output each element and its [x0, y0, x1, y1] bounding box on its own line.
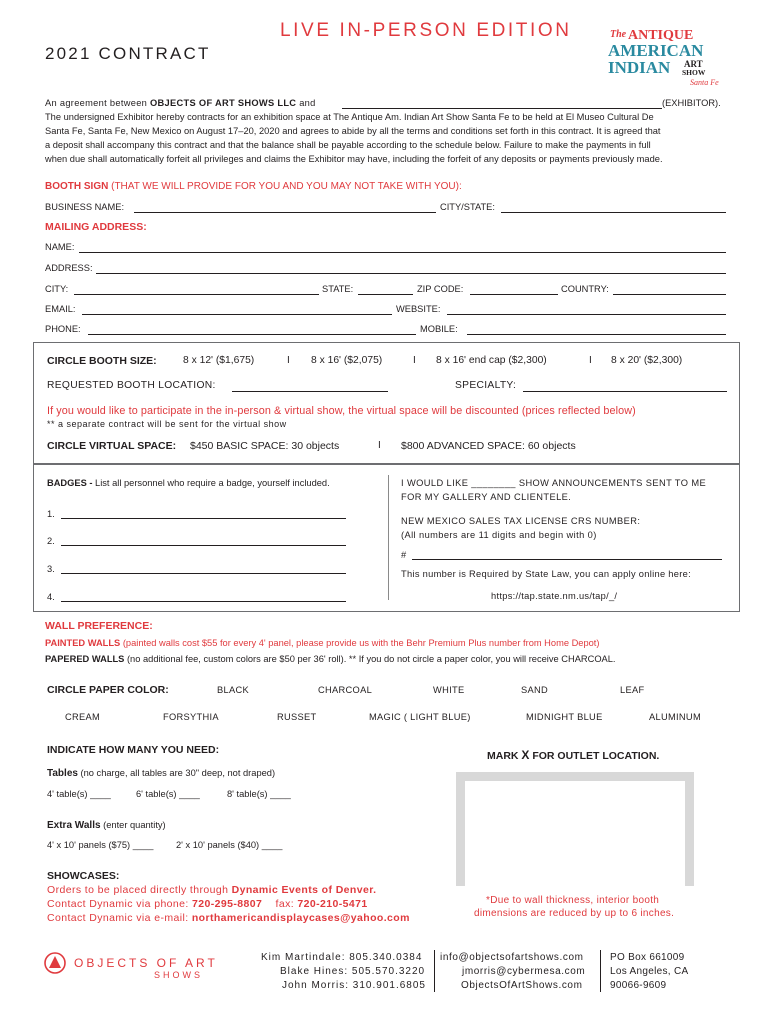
tax-license-title: NEW MEXICO SALES TAX LICENSE CRS NUMBER:	[401, 516, 641, 526]
intro-text: An agreement between	[45, 98, 151, 108]
logo-american: AMERICAN	[608, 41, 704, 60]
outlet-note-2: dimensions are reduced by up to 6 inches.	[474, 908, 675, 919]
address-label: ADDRESS:	[45, 263, 93, 273]
badge-number-4: 4.	[47, 592, 55, 602]
phone-field[interactable]	[88, 334, 416, 335]
virtual-separate-note: ** a separate contract will be sent for the virtual show	[47, 419, 287, 429]
paper-color-cream[interactable]: CREAM	[65, 712, 101, 722]
requested-location-field[interactable]	[232, 391, 388, 392]
city-field[interactable]	[74, 294, 319, 295]
country-field[interactable]	[613, 294, 726, 295]
booth-separator: I	[589, 355, 592, 366]
booth-sign-note: (THAT WE WILL PROVIDE FOR YOU AND YOU MAY NOT TAKE WITH YOU):	[108, 181, 462, 192]
address-po-box: PO Box 661009	[610, 952, 685, 963]
intro-company: OBJECTS OF ART SHOWS LLC	[150, 98, 297, 108]
showcases-text: Orders to be placed directly through	[47, 884, 232, 896]
logo-antique: ANTIQUE	[628, 28, 694, 43]
contract-title: 2021 CONTRACT	[45, 44, 211, 63]
booth-sign-heading	[45, 181, 462, 192]
outlet-title-text: MARK	[487, 750, 522, 762]
intro-line-3: Santa Fe, Santa Fe, New Mexico on August 17–20, 2020 and agrees to abide by all the terms and conditions set forth in this contract. It is agreed that	[45, 126, 661, 136]
mobile-label: MOBILE:	[420, 324, 458, 334]
panel-4x10-field[interactable]: 4' x 10' panels ($75) ____	[47, 840, 154, 850]
showcases-title: SHOWCASES:	[47, 870, 120, 882]
business-name-label: BUSINESS NAME:	[45, 202, 125, 212]
tables-label: Tables	[47, 768, 78, 779]
dynamic-phone[interactable]: 720-295-8807	[192, 898, 263, 910]
painted-walls-note: (painted walls cost $55 for every 4' panel, please provide us with the Behr Premium Plus number from Home Depot)	[120, 638, 600, 648]
show-logo	[606, 27, 730, 91]
zip-label: ZIP CODE:	[417, 284, 464, 294]
virtual-space-label: CIRCLE VIRTUAL SPACE:	[47, 440, 177, 452]
footer-divider	[434, 950, 435, 992]
badges-title: BADGES -	[47, 478, 93, 488]
painted-walls-line	[45, 638, 599, 648]
mailing-title: MAILING ADDRESS:	[45, 221, 147, 233]
city-label: CITY:	[45, 284, 69, 294]
email-field[interactable]	[82, 314, 392, 315]
paper-color-sand[interactable]: SAND	[521, 685, 549, 695]
zip-field[interactable]	[470, 294, 558, 295]
table-4ft-field[interactable]: 4' table(s) ____	[47, 789, 111, 799]
extra-walls-note: (enter quantity)	[100, 820, 166, 830]
tables-note: (no charge, all tables are 30" deep, not draped)	[77, 768, 276, 778]
booth-option-4[interactable]: 8 x 20' ($2,300)	[611, 355, 683, 366]
paper-color-midnight-blue[interactable]: MIDNIGHT BLUE	[526, 712, 603, 722]
intro-line-4: a deposit shall accompany this contract and that the balance shall be payable according to the schedule below. Failure to make the payments in full	[45, 140, 651, 150]
badge-field-1[interactable]	[61, 518, 346, 519]
extra-walls-heading	[47, 820, 166, 831]
extra-walls-label: Extra Walls	[47, 820, 101, 831]
triangle-logo-icon	[44, 952, 66, 974]
booth-separator: I	[287, 355, 290, 366]
tax-required-note: This number is Required by State Law, you can apply online here:	[401, 569, 691, 579]
paper-color-white[interactable]: WHITE	[433, 685, 465, 695]
tax-url-link[interactable]: https://tap.state.nm.us/tap/_/	[491, 591, 618, 601]
logo-santa-fe: Santa Fe	[690, 78, 719, 87]
tax-license-note: (All numbers are 11 digits and begin with 0)	[401, 530, 597, 540]
booth-separator: I	[413, 355, 416, 366]
specialty-field[interactable]	[523, 391, 727, 392]
wall-preference-title: WALL PREFERENCE:	[45, 620, 153, 632]
address-field[interactable]	[96, 273, 726, 274]
showcases-line-1	[47, 884, 376, 896]
badges-heading	[47, 478, 330, 488]
email-jmorris-link[interactable]: jmorris@cybermesa.com	[462, 966, 586, 977]
badge-number-3: 3.	[47, 564, 55, 574]
booth-sign-title: BOOTH SIGN	[45, 181, 109, 192]
papered-walls-line	[45, 654, 616, 664]
badge-field-4[interactable]	[61, 601, 346, 602]
dynamic-fax[interactable]: 720-210-5471	[297, 898, 368, 910]
outlet-title-text: FOR OUTLET LOCATION.	[529, 750, 660, 762]
mobile-field[interactable]	[467, 334, 726, 335]
virtual-notice: If you would like to participate in the in-person & virtual show, the virtual space will be discounted (prices reflected below)	[47, 405, 636, 417]
objects-of-art-logo	[44, 950, 218, 984]
website-link[interactable]: ObjectsOfArtShows.com	[461, 980, 583, 991]
logo-objects-of-art: OBJECTS OF ART	[74, 956, 218, 970]
website-label: WEBSITE:	[396, 304, 441, 314]
intro-line-2: The undersigned Exhibitor hereby contracts for an exhibition space at The Antique Am. Indian Art Show Santa Fe to be held at El Museo Cultural De	[45, 112, 654, 122]
name-field[interactable]	[79, 252, 726, 253]
address-city: Los Angeles, CA	[610, 966, 689, 977]
badge-field-3[interactable]	[61, 573, 346, 574]
outlet-note-1: *Due to wall thickness, interior booth	[486, 895, 660, 906]
paper-color-magic[interactable]: MAGIC ( LIGHT BLUE)	[369, 712, 471, 722]
tax-hash: #	[401, 550, 407, 560]
outlet-title	[487, 748, 659, 762]
badges-note: List all personnel who require a badge, yourself included.	[92, 478, 330, 488]
table-6ft-field[interactable]: 6' table(s) ____	[136, 789, 200, 799]
painted-walls-label: PAINTED WALLS	[45, 638, 121, 648]
booth-option-1[interactable]: 8 x 12' ($1,675)	[183, 355, 255, 366]
papered-walls-note: (no additional fee, custom colors are $50 per 36' roll). ** If you do not circle a paper color, you will receive CHARCOAL.	[124, 654, 616, 664]
edition-title: LIVE IN-PERSON EDITION	[280, 20, 572, 41]
badge-field-2[interactable]	[61, 545, 346, 546]
footer-divider	[600, 950, 601, 992]
logo-the: The	[610, 29, 627, 40]
badges-divider	[388, 475, 389, 600]
showcases-text: Contact Dynamic via e-mail:	[47, 912, 192, 924]
outlet-booth-diagram[interactable]	[456, 772, 694, 886]
logo-indian: INDIAN	[608, 58, 671, 77]
papered-walls-label: PAPERED WALLS	[45, 654, 125, 664]
paper-color-russet[interactable]: RUSSET	[277, 712, 317, 722]
email-info-link[interactable]: info@objectsofartshows.com	[440, 952, 584, 963]
tax-number-field[interactable]	[412, 559, 722, 560]
dynamic-email-link[interactable]: northamericandisplaycases@yahoo.com	[191, 912, 410, 924]
contact-kim: Kim Martindale: 805.340.0384	[261, 952, 423, 963]
logo-art: ART	[684, 59, 703, 69]
showcases-text: fax:	[262, 898, 298, 910]
name-label: NAME:	[45, 242, 75, 252]
email-label: EMAIL:	[45, 304, 76, 314]
showcases-text: Contact Dynamic via phone:	[47, 898, 193, 910]
badge-number-2: 2.	[47, 536, 55, 546]
business-name-field[interactable]	[134, 212, 436, 213]
paper-color-label: CIRCLE PAPER COLOR:	[47, 684, 169, 696]
paper-color-charcoal[interactable]: CHARCOAL	[318, 685, 373, 695]
intro-line-5: when due shall automatically forfeit all privileges and claims the Exhibitor may have, including the forfeit of any deposits or payments previously made.	[45, 154, 663, 164]
paper-color-black[interactable]: BLACK	[217, 685, 249, 695]
announcements-line-1[interactable]: I WOULD LIKE ________ SHOW ANNOUNCEMENTS SENT TO ME	[401, 478, 707, 488]
tables-heading	[47, 768, 275, 779]
booth-size-label: CIRCLE BOOTH SIZE:	[47, 355, 157, 367]
table-8ft-field[interactable]: 8' table(s) ____	[227, 789, 291, 799]
showcases-line-3	[47, 912, 410, 924]
needs-title: INDICATE HOW MANY YOU NEED:	[47, 744, 220, 756]
city-state-label: CITY/STATE:	[440, 202, 495, 212]
state-label: STATE:	[322, 284, 354, 294]
showcases-line-2	[47, 898, 368, 910]
website-field[interactable]	[447, 314, 726, 315]
booth-option-2[interactable]: 8 x 16' ($2,075)	[311, 355, 383, 366]
panel-2x10-field[interactable]: 2' x 10' panels ($40) ____	[176, 840, 283, 850]
logo-shows: SHOWS	[154, 970, 204, 980]
virtual-basic-option[interactable]: $450 BASIC SPACE: 30 objects	[190, 440, 340, 452]
intro-line-1	[45, 98, 316, 108]
announcements-line-2: FOR MY GALLERY AND CLIENTELE.	[401, 492, 572, 502]
contact-john: John Morris: 310.901.6805	[282, 980, 426, 991]
paper-color-leaf[interactable]: LEAF	[620, 685, 645, 695]
state-field[interactable]	[358, 294, 413, 295]
intro-exhibitor: (EXHIBITOR).	[662, 98, 721, 108]
requested-location-label: REQUESTED BOOTH LOCATION:	[47, 380, 216, 391]
dynamic-events-name: Dynamic Events of Denver.	[231, 884, 377, 896]
contact-blake: Blake Hines: 505.570.3220	[280, 966, 426, 977]
paper-color-forsythia[interactable]: FORSYTHIA	[163, 712, 219, 722]
virtual-separator: I	[378, 440, 381, 451]
intro-text: and	[296, 98, 316, 108]
virtual-advanced-option[interactable]: $800 ADVANCED SPACE: 60 objects	[401, 440, 576, 452]
outlet-x-mark: X	[521, 748, 530, 762]
exhibitor-name-line[interactable]	[342, 108, 662, 109]
specialty-label: SPECIALTY:	[455, 380, 517, 391]
booth-option-3[interactable]: 8 x 16' end cap ($2,300)	[436, 355, 547, 366]
country-label: COUNTRY:	[561, 284, 609, 294]
badge-number-1: 1.	[47, 509, 55, 519]
phone-label: PHONE:	[45, 324, 81, 334]
paper-color-aluminum[interactable]: ALUMINUM	[649, 712, 701, 722]
address-zip: 90066-9609	[610, 980, 667, 991]
city-state-field[interactable]	[501, 212, 726, 213]
logo-show: SHOW	[682, 68, 706, 77]
